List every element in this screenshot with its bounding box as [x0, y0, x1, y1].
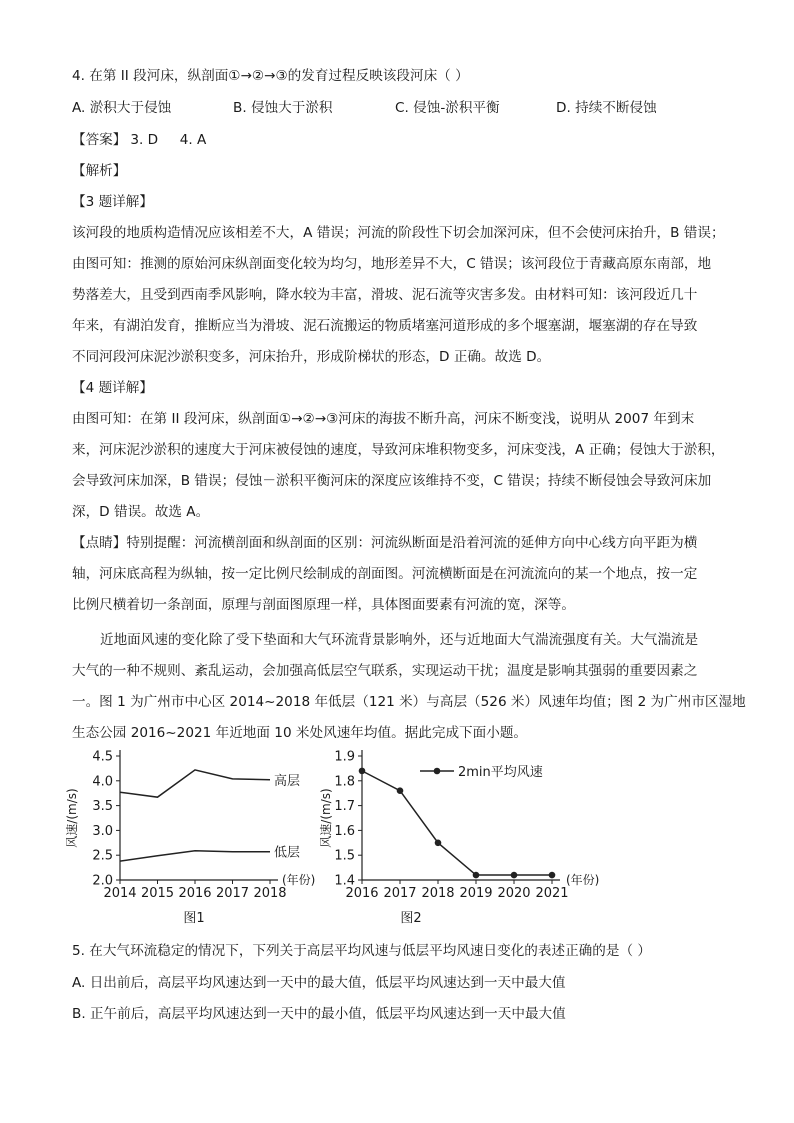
y-axis-label: 风速/(m/s) — [319, 788, 333, 848]
data-point — [511, 872, 518, 879]
q3-detail-line: 势落差大，且受到西南季风影响，降水较为丰富，滑坡、泥石流等灾害多发。由材料可知：该河段近几十 — [72, 287, 698, 303]
y-tick-label: 1.4 — [334, 873, 355, 889]
material-line: 近地面风速的变化除了受下垫面和大气环流背景影响外，还与近地面大气湍流强度有关。大气湍流是 — [100, 632, 699, 648]
series-label: 低层 — [274, 845, 301, 861]
q3-detail-line: 不同河段河床泥沙淤积变多，河床抬升，形成阶梯状的形态，D 正确。故选 D。 — [72, 349, 551, 365]
q3-detail-tag: 【3 题详解】 — [72, 194, 153, 210]
series-line — [120, 770, 270, 797]
answer-tag: 【答案】 — [72, 132, 127, 148]
data-point — [473, 872, 480, 879]
x-tick-label: 2016 — [178, 886, 212, 901]
x-tick-label: 2017 — [215, 886, 250, 901]
y-axis-label: 风速/(m/s) — [65, 788, 79, 848]
chart-figure-2 — [312, 744, 632, 930]
y-tick-label: 4.5 — [92, 749, 113, 765]
q4-detail-line: 由图可知：在第 II 段河床，纵剖面①→②→③河床的海拔不断升高，河床不断变浅，说明从 2007 年到末 — [72, 411, 695, 427]
x-tick-label: 2015 — [140, 886, 175, 901]
y-tick-label: 1.6 — [334, 823, 355, 839]
answer-row — [72, 130, 206, 150]
series-line — [362, 771, 552, 875]
q3-detail-line: 由图可知：推测的原始河床纵剖面变化较为均匀，地形差异不大，C 错误；该河段位于青藏高原东南部，地 — [72, 256, 712, 272]
y-tick-label: 1.7 — [334, 799, 355, 815]
legend-marker — [434, 768, 441, 775]
dianjing-line: 轴，河床底高程为纵轴，按一定比例尺绘制成的剖面图。河流横断面是在河流流向的某一个地点，按一定 — [72, 566, 698, 582]
q4-option-b: B. 侵蚀大于淤积 — [233, 100, 333, 116]
answer-text: 3. D 4. A — [130, 132, 207, 148]
x-axis-unit: (年份) — [282, 873, 316, 887]
question-5-stem: 5. 在大气环流稳定的情况下，下列关于高层平均风速与低层平均风速日变化的表述正确的是（ ） — [72, 943, 651, 959]
chart-figure-1 — [60, 744, 330, 930]
dianjing-line: 比例尺横着切一条剖面，原理与剖面图原理一样，具体图面要素有河流的宽，深等。 — [72, 597, 575, 613]
q4-detail-line: 会导致河床加深，B 错误；侵蚀－淤积平衡河床的深度应该维持不变，C 错误；持续不断侵蚀会导致河床加 — [72, 473, 712, 489]
analysis-tag: 【解析】 — [72, 163, 127, 179]
dianjing-row — [72, 533, 697, 553]
y-tick-label: 3.0 — [92, 823, 113, 839]
dianjing-tag: 【点睛】 — [72, 535, 127, 551]
y-tick-label: 1.8 — [334, 774, 355, 790]
data-point — [435, 840, 442, 847]
q4-detail-tag: 【4 题详解】 — [72, 380, 153, 396]
q5-option-a: A. 日出前后，高层平均风速达到一天中的最大值，低层平均风速达到一天中最大值 — [72, 975, 566, 991]
question-4-stem: 4. 在第 II 段河床，纵剖面①→②→③的发育过程反映该段河床（ ） — [72, 68, 469, 84]
data-point — [397, 787, 404, 794]
chart-caption: 图2 — [400, 911, 422, 926]
data-point — [549, 872, 556, 879]
material-line: 大气的一种不规则、紊乱运动，会加强高低层空气联系，实现运动干扰；温度是影响其强弱的重要因素之 — [72, 663, 698, 679]
dianjing-line: 特别提醒：河流横剖面和纵剖面的区别：河流纵断面是沿着河流的延伸方向中心线方向平距为横 — [126, 535, 698, 551]
y-tick-label: 1.5 — [334, 848, 355, 864]
y-tick-label: 2.0 — [92, 873, 113, 889]
x-tick-label: 2016 — [345, 886, 379, 901]
q4-option-a: A. 淤积大于侵蚀 — [72, 100, 172, 116]
y-tick-label: 1.9 — [334, 749, 355, 765]
q3-detail-line: 年来，有湖泊发育，推断应当为滑坡、泥石流搬运的物质堵塞河道形成的多个堰塞湖，堰塞湖的存在导致 — [72, 318, 698, 334]
x-tick-label: 2018 — [253, 886, 287, 901]
x-tick-label: 2020 — [497, 886, 531, 901]
x-tick-label: 2014 — [103, 886, 137, 901]
q5-option-b: B. 正午前后，高层平均风速达到一天中的最小值，低层平均风速达到一天中最大值 — [72, 1006, 566, 1022]
q3-detail-line: 该河段的地质构造情况应该相差不大，A 错误；河流的阶段性下切会加深河床，但不会使河床抬升，B 错误； — [72, 225, 725, 241]
material-line: 一。图 1 为广州市中心区 2014~2018 年低层（121 米）与高层（526 米）风速年均值；图 2 为广州市区湿地 — [72, 694, 746, 710]
x-tick-label: 2021 — [535, 886, 569, 901]
legend-label: 2min平均风速 — [458, 765, 543, 780]
q4-option-d: D. 持续不断侵蚀 — [556, 100, 657, 116]
q4-detail-line: 深，D 错误。故选 A。 — [72, 504, 210, 520]
x-tick-label: 2018 — [421, 886, 455, 901]
y-tick-label: 3.5 — [92, 799, 113, 815]
y-tick-label: 2.5 — [92, 848, 113, 864]
series-label: 高层 — [274, 773, 301, 789]
series-line — [120, 851, 270, 861]
x-axis-unit: (年份) — [566, 873, 600, 887]
chart-caption: 图1 — [183, 911, 205, 926]
material-line: 生态公园 2016~2021 年近地面 10 米处风速年均值。据此完成下面小题。 — [72, 725, 528, 741]
q4-detail-line: 来，河床泥沙淤积的速度大于河床被侵蚀的速度，导致河床堆积物变多，河床变浅，A 正确；侵蚀大于淤积， — [72, 442, 725, 458]
q4-option-c: C. 侵蚀-淤积平衡 — [395, 100, 500, 116]
x-tick-label: 2017 — [383, 886, 417, 901]
data-point — [359, 768, 366, 775]
x-tick-label: 2019 — [459, 886, 493, 901]
y-tick-label: 4.0 — [92, 774, 113, 790]
